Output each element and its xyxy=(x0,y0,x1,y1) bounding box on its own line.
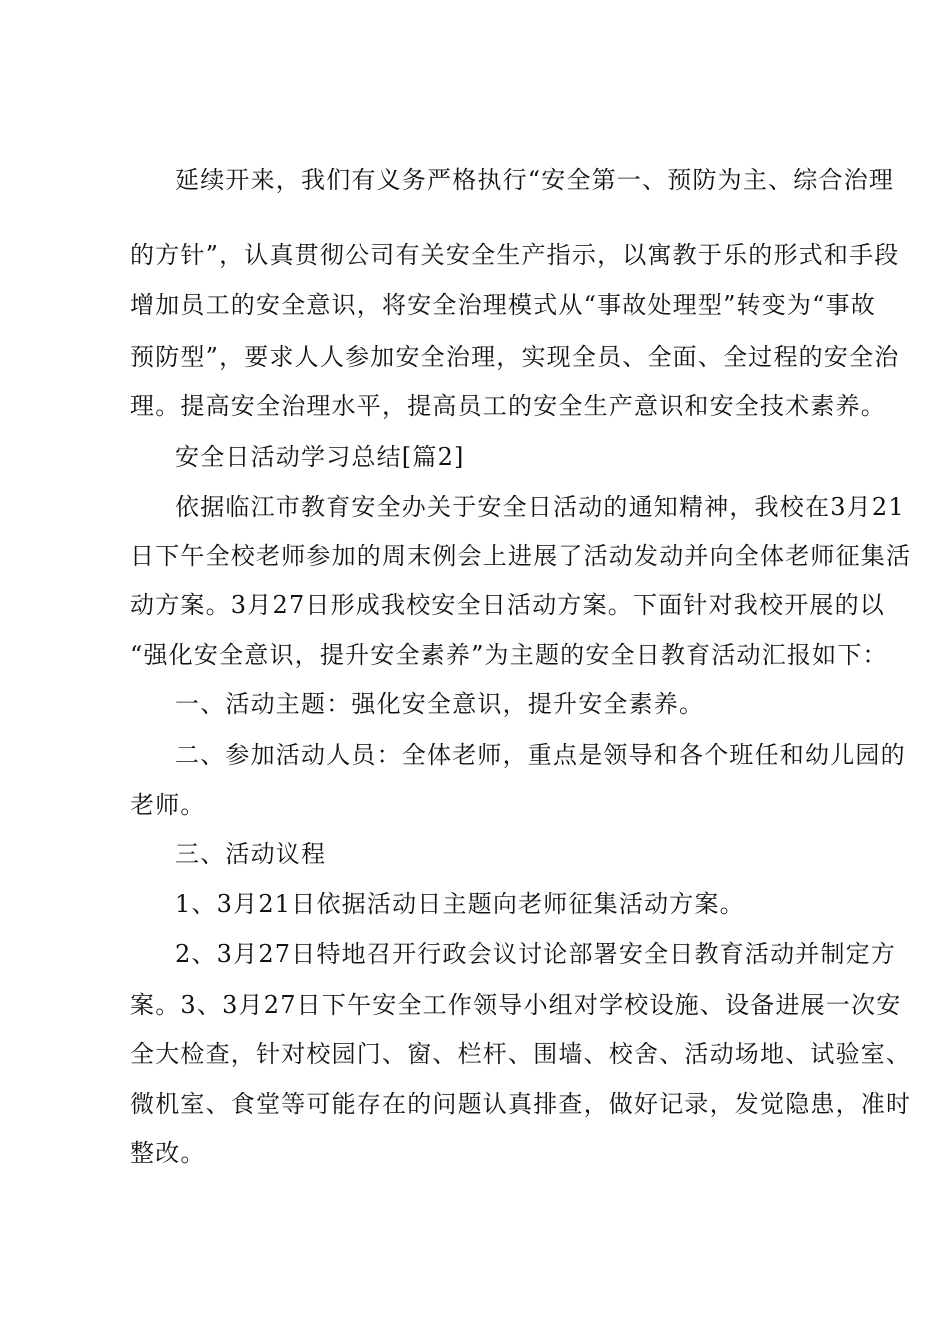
body-text-line: 预防型”，要求人人参加安全治理，实现全员、全面、全过程的安全治 xyxy=(130,343,900,371)
list-item: 1、3月21日依据活动日主题向老师征集活动方案。 xyxy=(175,890,745,918)
list-item: 一、活动主题：强化安全意识，提升安全素养。 xyxy=(175,690,705,718)
body-text-line: 案。3、3月27日下午安全工作领导小组对学校设施、设备进展一次安 xyxy=(130,991,902,1019)
body-text-line: 微机室、食堂等可能存在的问题认真排查，做好记录，发觉隐患，准时 xyxy=(130,1090,912,1118)
body-text-line: 日下午全校老师参加的周末例会上进展了活动发动并向全体老师征集活 xyxy=(130,542,912,570)
body-text-line: 整改。 xyxy=(130,1139,206,1167)
body-text-line: 依据临江市教育安全办关于安全日活动的通知精神，我校在3月21 xyxy=(175,493,905,521)
body-text-line: “强化安全意识，提升安全素养”为主题的安全日教育活动汇报如下： xyxy=(130,641,888,669)
body-text-line: 动方案。3月27日形成我校安全日活动方案。下面针对我校开展的以 xyxy=(130,591,886,619)
body-text-line: 老师。 xyxy=(130,791,206,819)
body-text-line: 延续开来，我们有义务严格执行“安全第一、预防为主、综合治理 xyxy=(175,166,895,194)
list-item: 2、3月27日特地召开行政会议讨论部署安全日教育活动并制定方 xyxy=(175,940,897,968)
body-text-line: 增加员工的安全意识，将安全治理模式从“事故处理型”转变为“事故 xyxy=(130,291,877,319)
body-text-line: 的方针”，认真贯彻公司有关安全生产指示，以寓教于乐的形式和手段 xyxy=(130,241,900,269)
section-heading: 安全日活动学习总结[篇2] xyxy=(175,443,465,471)
list-item: 三、活动议程 xyxy=(175,840,327,868)
body-text-line: 理。提高安全治理水平，提高员工的安全生产意识和安全技术素养。 xyxy=(130,392,886,420)
list-item: 二、参加活动人员：全体老师，重点是领导和各个班任和幼儿园的 xyxy=(175,741,906,769)
body-text-line: 全大检查，针对校园门、窗、栏杆、围墙、校舍、活动场地、试验室、 xyxy=(130,1040,912,1068)
